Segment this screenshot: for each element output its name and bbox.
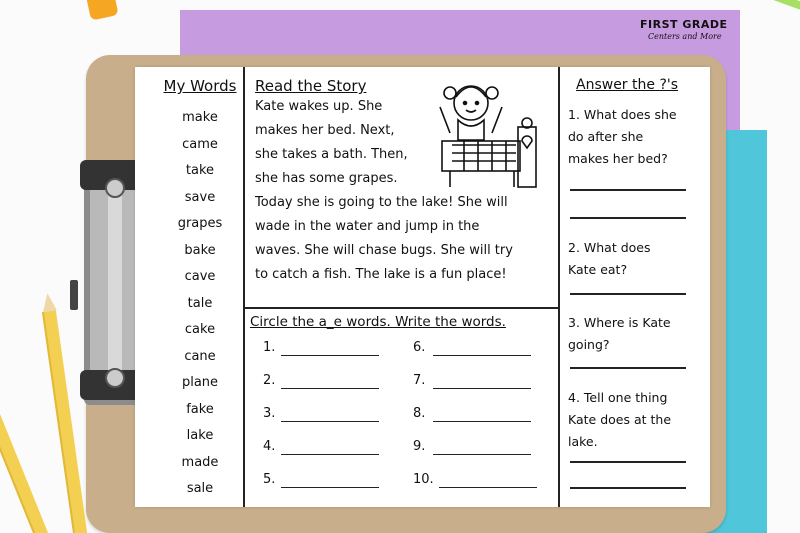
answer-line[interactable] bbox=[570, 461, 686, 463]
write-blank[interactable] bbox=[263, 340, 275, 360]
word-item: made bbox=[181, 454, 219, 470]
question-line: 4. Tell one thing bbox=[568, 390, 668, 405]
word-item: cane bbox=[184, 348, 216, 364]
word-item: lake bbox=[186, 428, 214, 443]
question-3 bbox=[568, 312, 698, 356]
write-blank[interactable] bbox=[413, 406, 425, 426]
my-words-column bbox=[155, 77, 245, 503]
write-line bbox=[439, 487, 537, 489]
story-title: Read the Story bbox=[255, 77, 367, 95]
write-line bbox=[281, 421, 379, 423]
blank-number: 5. bbox=[263, 472, 276, 487]
write-blank[interactable] bbox=[413, 373, 425, 393]
write-line bbox=[433, 388, 531, 390]
worksheet bbox=[135, 67, 710, 507]
answer-line[interactable] bbox=[570, 487, 686, 489]
question-line: Kate does at the bbox=[568, 412, 672, 427]
write-line bbox=[281, 454, 379, 456]
orange-pencil bbox=[85, 0, 118, 21]
question-1 bbox=[568, 104, 698, 170]
write-blank[interactable] bbox=[413, 472, 434, 492]
question-line: do after she bbox=[568, 129, 644, 144]
blank-number: 7. bbox=[413, 373, 426, 388]
brand-line-1: FIRST GRADE bbox=[640, 18, 728, 31]
girl-in-bed-icon bbox=[430, 75, 545, 190]
write-line bbox=[281, 487, 379, 489]
word-item: fake bbox=[186, 401, 214, 417]
divider bbox=[243, 307, 560, 309]
green-paper bbox=[760, 0, 800, 12]
question-4 bbox=[568, 387, 698, 453]
blank-number: 8. bbox=[413, 406, 426, 421]
circle-words-title: Circle the a_e words. Write the words. bbox=[250, 314, 506, 330]
story-line: she takes a bath. Then, bbox=[255, 147, 408, 162]
answer-title: Answer the ?'s bbox=[576, 77, 679, 93]
word-item: plane bbox=[181, 375, 219, 390]
word-item: tale bbox=[187, 295, 213, 311]
word-item: take bbox=[185, 163, 215, 178]
write-line bbox=[433, 421, 531, 423]
story-line: wade in the water and jump in the bbox=[255, 219, 480, 234]
blank-number: 6. bbox=[413, 340, 426, 355]
word-item: make bbox=[182, 110, 218, 125]
word-item: cake bbox=[184, 322, 216, 337]
question-line: 1. What does she bbox=[568, 107, 677, 122]
divider bbox=[558, 67, 560, 507]
question-line: 2. What does bbox=[568, 240, 651, 255]
write-blank[interactable] bbox=[263, 373, 275, 393]
write-line bbox=[281, 355, 379, 357]
write-blank[interactable] bbox=[413, 439, 425, 459]
word-item: bake bbox=[184, 242, 216, 258]
story-line: makes her bed. Next, bbox=[255, 123, 395, 138]
story-line: to catch a fish. The lake is a fun place! bbox=[255, 267, 507, 282]
question-line: 3. Where is Kate bbox=[568, 315, 671, 330]
story-line: Today she is going to the lake! She will bbox=[255, 195, 508, 210]
blank-number: 9. bbox=[413, 439, 426, 454]
my-words-title: My Words bbox=[163, 77, 237, 95]
write-line bbox=[281, 388, 379, 390]
blank-number: 10. bbox=[413, 472, 434, 487]
blank-number: 1. bbox=[263, 340, 276, 355]
question-2 bbox=[568, 237, 698, 281]
question-line: lake. bbox=[568, 434, 598, 449]
word-item: came bbox=[182, 136, 218, 152]
circle-words-section bbox=[250, 314, 555, 330]
brand-logo bbox=[640, 18, 735, 48]
story-line: waves. She will chase bugs. She will try bbox=[255, 243, 513, 258]
word-item: grapes bbox=[177, 216, 223, 231]
write-blank[interactable] bbox=[263, 472, 275, 492]
brand-line-2: Centers and More bbox=[648, 32, 722, 41]
answer-line[interactable] bbox=[570, 367, 686, 369]
story-line: she has some grapes. bbox=[255, 171, 398, 186]
write-blank[interactable] bbox=[263, 406, 275, 426]
story-line: Kate wakes up. She bbox=[255, 99, 383, 114]
answer-line[interactable] bbox=[570, 189, 686, 191]
question-line: makes her bed? bbox=[568, 151, 668, 166]
answer-line[interactable] bbox=[570, 293, 686, 295]
answer-line[interactable] bbox=[570, 217, 686, 219]
question-line: Kate eat? bbox=[568, 262, 628, 277]
write-line bbox=[433, 454, 531, 456]
word-item: cave bbox=[184, 269, 216, 284]
write-blank[interactable] bbox=[263, 439, 275, 459]
write-blank[interactable] bbox=[413, 340, 425, 360]
word-item: save bbox=[184, 189, 216, 205]
question-line: going? bbox=[568, 337, 610, 352]
blank-number: 2. bbox=[263, 373, 276, 388]
word-item: sale bbox=[186, 481, 214, 496]
answer-section bbox=[568, 77, 698, 449]
write-line bbox=[433, 355, 531, 357]
blank-number: 3. bbox=[263, 406, 276, 421]
blank-number: 4. bbox=[263, 439, 276, 454]
